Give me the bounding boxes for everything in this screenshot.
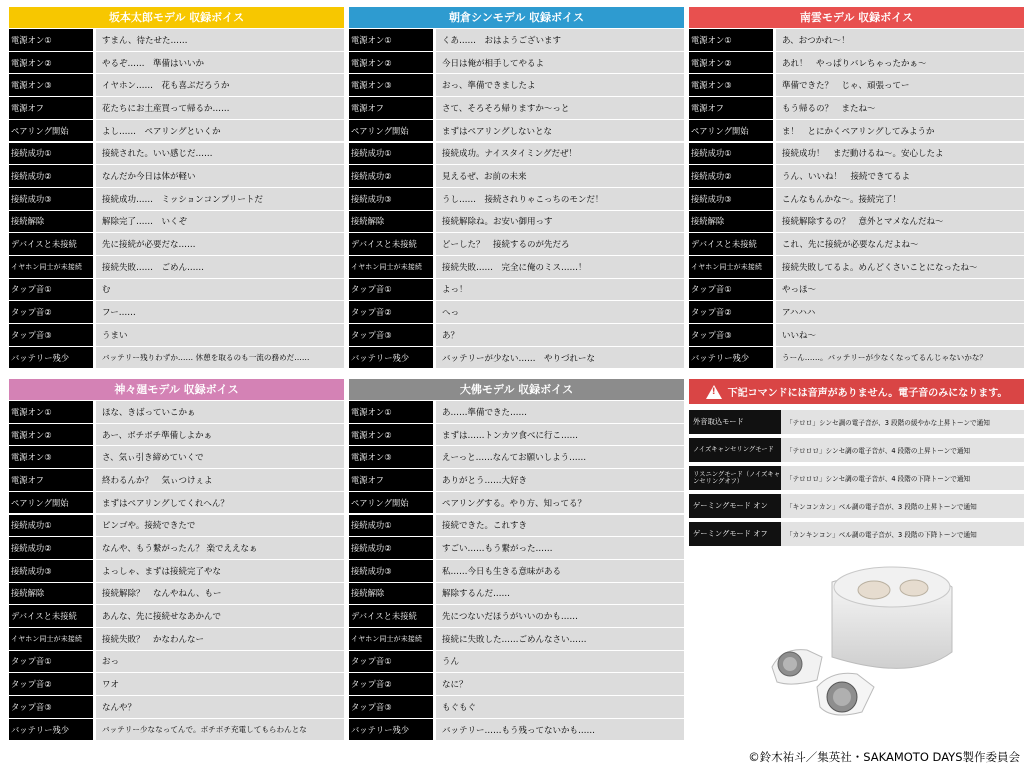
notice-banner xyxy=(689,379,1024,404)
voice-list xyxy=(349,28,684,368)
voice-list xyxy=(9,400,344,740)
voice-line: 接続成功。ナイスタイミングだぜ！ xyxy=(436,143,684,165)
voice-row xyxy=(349,651,684,673)
mode-row xyxy=(689,410,1024,434)
voice-line: 接続失敗してるよ。めんどくさいことになったね〜 xyxy=(776,256,1024,278)
voice-line: なに？ xyxy=(436,673,684,695)
voice-line: うし…… 接続されりゃこっちのモンだ！ xyxy=(436,188,684,210)
row-label: ペアリング開始 xyxy=(689,120,773,142)
row-label: 電源オン③ xyxy=(349,446,433,468)
voice-row xyxy=(349,560,684,582)
row-label: 電源オン① xyxy=(349,401,433,423)
voice-line: 今日は俺が相手してやるよ xyxy=(436,52,684,74)
mode-list xyxy=(689,410,1024,550)
voice-line: ま！ とにかくペアリングしてみようか xyxy=(776,120,1024,142)
voice-row xyxy=(689,211,1024,233)
mode-description: 「カンキンコン」ベル調の電子音が、3 段階の下降トーンで通知 xyxy=(781,522,1024,546)
row-label: タップ音① xyxy=(9,279,93,301)
voice-line: 接続失敗…… 完全に俺のミス……！ xyxy=(436,256,684,278)
mode-label: 外音取込モード xyxy=(689,410,781,434)
row-label: 接続成功③ xyxy=(9,188,93,210)
voice-row xyxy=(349,188,684,210)
panel-nagumo xyxy=(689,7,1024,368)
row-label: 電源オン① xyxy=(9,401,93,423)
voice-line: ピンゴや。接続できたで xyxy=(96,515,344,537)
copyright-text: ©鈴木祐斗／集英社・SAKAMOTO DAYS製作委員会 xyxy=(748,750,1020,764)
voice-row xyxy=(349,120,684,142)
voice-line: 終わるんか？ 気ぃつけぇよ xyxy=(96,469,344,491)
voice-line: えーっと……なんてお願いしよう…… xyxy=(436,446,684,468)
voice-row xyxy=(349,719,684,741)
row-label: 電源オン③ xyxy=(9,446,93,468)
row-label: 電源オン② xyxy=(349,52,433,74)
row-label: 電源オン③ xyxy=(9,74,93,96)
mode-row xyxy=(689,522,1024,546)
voice-line: フー…… xyxy=(96,301,344,323)
voice-line: あー、ボチボチ準備しよかぁ xyxy=(96,424,344,446)
row-label: デバイスと未接続 xyxy=(689,233,773,255)
voice-line: 解除するんだ…… xyxy=(436,583,684,605)
voice-line: やるぞ…… 準備はいいか xyxy=(96,52,344,74)
row-label: 電源オフ xyxy=(689,97,773,119)
voice-line: なんだか今日は体が軽い xyxy=(96,165,344,187)
voice-row xyxy=(9,74,344,96)
row-label: バッテリー残少 xyxy=(349,347,433,369)
voice-row xyxy=(9,279,344,301)
voice-row xyxy=(689,74,1024,96)
row-label: ペアリング開始 xyxy=(349,120,433,142)
voice-line: アハハハ xyxy=(776,301,1024,323)
voice-row xyxy=(9,424,344,446)
mode-label: ゲーミングモード オフ xyxy=(689,522,781,546)
voice-line: すごい……もう繋がった…… xyxy=(436,537,684,559)
row-label: 接続解除 xyxy=(9,583,93,605)
voice-row xyxy=(9,492,344,514)
voice-row xyxy=(9,256,344,278)
row-label: イヤホン同士が未接続 xyxy=(9,628,93,650)
voice-line: うん、いいね！ 接続できてるよ xyxy=(776,165,1024,187)
voice-row xyxy=(9,29,344,51)
voice-row xyxy=(9,515,344,537)
voice-line: 接続失敗…… ごめん…… xyxy=(96,256,344,278)
voice-row xyxy=(349,492,684,514)
voice-row xyxy=(9,446,344,468)
row-label: 接続成功② xyxy=(9,537,93,559)
row-label: 接続解除 xyxy=(9,211,93,233)
voice-row xyxy=(689,324,1024,346)
mode-label: ノイズキャンセリングモード xyxy=(689,438,781,462)
voice-row xyxy=(9,97,344,119)
voice-line: 接続解除するの？ 意外とマメなんだね〜 xyxy=(776,211,1024,233)
voice-row xyxy=(9,469,344,491)
voice-line: 準備できた？ じゃ、頑張ってー xyxy=(776,74,1024,96)
voice-row xyxy=(689,188,1024,210)
voice-row xyxy=(9,143,344,165)
row-label: 電源オン① xyxy=(9,29,93,51)
row-label: 電源オフ xyxy=(349,97,433,119)
voice-line: 接続成功…… ミッションコンプリートだ xyxy=(96,188,344,210)
voice-line: 接続失敗？ かなわんなー xyxy=(96,628,344,650)
voice-row xyxy=(349,446,684,468)
voice-list xyxy=(689,28,1024,368)
mode-description: 「テロロ」シンセ調の電子音が、3 段階の緩やかな上昇トーンで通知 xyxy=(781,410,1024,434)
row-label: 接続解除 xyxy=(689,211,773,233)
mode-label: ゲーミングモード オン xyxy=(689,494,781,518)
panel-title: 南雲モデル 収録ボイス xyxy=(689,7,1024,28)
voice-row xyxy=(9,233,344,255)
row-label: 電源オン② xyxy=(9,424,93,446)
mode-row xyxy=(689,494,1024,518)
voice-row xyxy=(349,233,684,255)
voice-line: さ、気ぃ引き締めていくで xyxy=(96,446,344,468)
row-label: 接続成功① xyxy=(349,515,433,537)
voice-line: うん xyxy=(436,651,684,673)
voice-line: 私……今日も生きる意味がある xyxy=(436,560,684,582)
row-label: タップ音① xyxy=(349,279,433,301)
voice-line: おっ xyxy=(96,651,344,673)
row-label: タップ音① xyxy=(349,651,433,673)
voice-row xyxy=(9,188,344,210)
voice-row xyxy=(9,120,344,142)
row-label: 接続成功③ xyxy=(689,188,773,210)
row-label: 接続成功③ xyxy=(349,188,433,210)
voice-row xyxy=(689,233,1024,255)
voice-row xyxy=(349,165,684,187)
row-label: タップ音③ xyxy=(9,324,93,346)
row-label: イヤホン同士が未接続 xyxy=(349,256,433,278)
voice-line: 見えるぜ、お前の未来 xyxy=(436,165,684,187)
voice-row xyxy=(349,605,684,627)
voice-row xyxy=(689,165,1024,187)
row-label: バッテリー残少 xyxy=(9,719,93,741)
voice-line: もう帰るの？ またね〜 xyxy=(776,97,1024,119)
voice-row xyxy=(349,401,684,423)
voice-row xyxy=(349,469,684,491)
mode-description: 「キンコンカン」ベル調の電子音が、3 段階の上昇トーンで通知 xyxy=(781,494,1024,518)
warning-icon: ! xyxy=(706,385,722,399)
voice-row xyxy=(689,279,1024,301)
voice-line: バッテリー少ななってんで。ボチボチ充電してもらわんとな xyxy=(96,719,344,741)
voice-line: あれ！ やっぱりバレちゃったかぁ〜 xyxy=(776,52,1024,74)
voice-line: やっほ〜 xyxy=(776,279,1024,301)
row-label: タップ音② xyxy=(349,301,433,323)
panel-title: 坂本太郎モデル 収録ボイス xyxy=(9,7,344,28)
row-label: 接続成功③ xyxy=(349,560,433,582)
row-label: 接続成功③ xyxy=(9,560,93,582)
row-label: ペアリング開始 xyxy=(9,120,93,142)
voice-row xyxy=(689,52,1024,74)
row-label: 接続成功② xyxy=(349,537,433,559)
voice-row xyxy=(349,324,684,346)
voice-list xyxy=(9,28,344,368)
voice-row xyxy=(349,97,684,119)
voice-line: もぐもぐ xyxy=(436,696,684,718)
row-label: タップ音② xyxy=(9,301,93,323)
panel-asakura xyxy=(349,7,684,368)
row-label: デバイスと未接続 xyxy=(349,605,433,627)
voice-row xyxy=(349,515,684,537)
voice-row xyxy=(9,401,344,423)
row-label: バッテリー残少 xyxy=(9,347,93,369)
panel-title: 神々廻モデル 収録ボイス xyxy=(9,379,344,400)
row-label: タップ音③ xyxy=(9,696,93,718)
row-label: 電源オン② xyxy=(349,424,433,446)
row-label: 接続成功② xyxy=(9,165,93,187)
voice-line: ワオ xyxy=(96,673,344,695)
row-label: タップ音③ xyxy=(349,696,433,718)
row-label: 接続解除 xyxy=(349,583,433,605)
voice-row xyxy=(349,696,684,718)
voice-line: あ、おつかれ〜！ xyxy=(776,29,1024,51)
voice-row xyxy=(9,628,344,650)
row-label: イヤホン同士が未接続 xyxy=(349,628,433,650)
voice-line: これ、先に接続が必要なんだよね〜 xyxy=(776,233,1024,255)
voice-row xyxy=(349,29,684,51)
voice-line: 解除完了…… いくぞ xyxy=(96,211,344,233)
voice-row xyxy=(9,52,344,74)
voice-row xyxy=(349,537,684,559)
row-label: 接続成功① xyxy=(9,143,93,165)
row-label: バッテリー残少 xyxy=(349,719,433,741)
row-label: デバイスと未接続 xyxy=(9,605,93,627)
voice-row xyxy=(349,52,684,74)
row-label: 電源オン② xyxy=(9,52,93,74)
mode-label: リスニングモード（ノイズキャンセリングオフ） xyxy=(689,466,781,490)
voice-row xyxy=(689,143,1024,165)
voice-row xyxy=(9,165,344,187)
voice-line: 先に接続が必要だな…… xyxy=(96,233,344,255)
voice-line: こんなもんかな〜。接続完了！ xyxy=(776,188,1024,210)
row-label: 電源オン② xyxy=(689,52,773,74)
row-label: デバイスと未接続 xyxy=(9,233,93,255)
voice-row xyxy=(9,651,344,673)
row-label: タップ音② xyxy=(689,301,773,323)
voice-row xyxy=(349,211,684,233)
panel-title: 大佛モデル 収録ボイス xyxy=(349,379,684,400)
voice-row xyxy=(689,97,1024,119)
mode-row xyxy=(689,466,1024,490)
voice-row xyxy=(9,719,344,741)
row-label: 電源オフ xyxy=(349,469,433,491)
row-label: タップ音③ xyxy=(349,324,433,346)
voice-row xyxy=(689,347,1024,369)
voice-line: うーん……。バッテリーが少なくなってるんじゃないかな？ xyxy=(776,347,1024,369)
row-label: 接続成功① xyxy=(9,515,93,537)
row-label: デバイスと未接続 xyxy=(349,233,433,255)
voice-row xyxy=(9,583,344,605)
row-label: イヤホン同士が未接続 xyxy=(9,256,93,278)
voice-line: なんや？ xyxy=(96,696,344,718)
row-label: 接続成功① xyxy=(689,143,773,165)
row-label: ペアリング開始 xyxy=(349,492,433,514)
voice-line: なんや、もう繋がったん？ 楽でええなぁ xyxy=(96,537,344,559)
row-label: タップ音① xyxy=(9,651,93,673)
voice-line: 接続できた。これすき xyxy=(436,515,684,537)
voice-line: バッテリーが少ない…… やりづれーな xyxy=(436,347,684,369)
row-label: 電源オフ xyxy=(9,97,93,119)
mode-row xyxy=(689,438,1024,462)
panel-osaragi xyxy=(349,379,684,740)
voice-line: イヤホン…… 花も喜ぶだろうか xyxy=(96,74,344,96)
voice-line: おっ、準備できましたよ xyxy=(436,74,684,96)
voice-row xyxy=(689,256,1024,278)
row-label: 接続成功② xyxy=(349,165,433,187)
row-label: ペアリング開始 xyxy=(9,492,93,514)
voice-row xyxy=(689,29,1024,51)
voice-line: 接続成功！ まだ動けるね〜。安心したよ xyxy=(776,143,1024,165)
voice-line: バッテリー残りわずか…… 休憩を取るのも一流の務めだ…… xyxy=(96,347,344,369)
voice-line: 花たちにお土産買って帰るか…… xyxy=(96,97,344,119)
voice-row xyxy=(349,279,684,301)
voice-line: あ？ xyxy=(436,324,684,346)
voice-line: 接続解除ね。お安い御用っす xyxy=(436,211,684,233)
panel-title: 朝倉シンモデル 収録ボイス xyxy=(349,7,684,28)
voice-line: どーした？ 接続するのが先だろ xyxy=(436,233,684,255)
mode-description: 「テロロロ」シンセ調の電子音が、4 段階の上昇トーンで通知 xyxy=(781,438,1024,462)
voice-line: よし…… ペアリングといくか xyxy=(96,120,344,142)
voice-row xyxy=(689,301,1024,323)
voice-row xyxy=(9,560,344,582)
row-label: 接続成功① xyxy=(349,143,433,165)
voice-row xyxy=(349,256,684,278)
voice-row xyxy=(9,696,344,718)
voice-line: む xyxy=(96,279,344,301)
voice-line: さて、そろそろ帰りますか〜っと xyxy=(436,97,684,119)
row-label: 接続成功② xyxy=(689,165,773,187)
row-label: バッテリー残少 xyxy=(689,347,773,369)
voice-line: くあ…… おはようございます xyxy=(436,29,684,51)
voice-row xyxy=(349,673,684,695)
voice-row xyxy=(349,628,684,650)
voice-line: あ……準備できた…… xyxy=(436,401,684,423)
voice-line: 接続解除？ なんやねん、もー xyxy=(96,583,344,605)
voice-row xyxy=(9,537,344,559)
row-label: 電源オン① xyxy=(689,29,773,51)
row-label: タップ音③ xyxy=(689,324,773,346)
row-label: 接続解除 xyxy=(349,211,433,233)
voice-line: へっ xyxy=(436,301,684,323)
row-label: 電源オン③ xyxy=(349,74,433,96)
row-label: 電源オン③ xyxy=(689,74,773,96)
voice-row xyxy=(349,301,684,323)
row-label: タップ音② xyxy=(9,673,93,695)
voice-line: 接続に失敗した……ごめんなさい…… xyxy=(436,628,684,650)
voice-row xyxy=(9,324,344,346)
voice-list xyxy=(349,400,684,740)
voice-row xyxy=(349,347,684,369)
notice-text: 下記コマンドには音声がありません。電子音のみになります。 xyxy=(727,388,1008,399)
voice-row xyxy=(9,605,344,627)
voice-line: いいね〜 xyxy=(776,324,1024,346)
voice-row xyxy=(349,143,684,165)
row-label: タップ音② xyxy=(349,673,433,695)
voice-line: バッテリー……もう残ってないかも…… xyxy=(436,719,684,741)
voice-row xyxy=(349,74,684,96)
voice-row xyxy=(9,347,344,369)
panel-shishiba xyxy=(9,379,344,740)
voice-line: あんな、先に接続せなあかんで xyxy=(96,605,344,627)
voice-row xyxy=(349,424,684,446)
earbuds-image xyxy=(762,562,957,722)
voice-line: すまん、待たせた…… xyxy=(96,29,344,51)
panel-sakamoto xyxy=(9,7,344,368)
voice-line: まずはペアリングしないとな xyxy=(436,120,684,142)
voice-row xyxy=(9,211,344,233)
voice-line: ほな、きばっていこかぁ xyxy=(96,401,344,423)
voice-row xyxy=(9,301,344,323)
voice-row xyxy=(689,120,1024,142)
voice-line: 接続された。いい感じだ…… xyxy=(96,143,344,165)
voice-row xyxy=(9,673,344,695)
voice-line: まずはペアリングしてくれへん？ xyxy=(96,492,344,514)
voice-line: うまい xyxy=(96,324,344,346)
row-label: 電源オン① xyxy=(349,29,433,51)
row-label: 電源オフ xyxy=(9,469,93,491)
voice-line: ありがとう……大好き xyxy=(436,469,684,491)
voice-line: よっしゃ、まずは接続完了やな xyxy=(96,560,344,582)
voice-row xyxy=(349,583,684,605)
row-label: イヤホン同士が未接続 xyxy=(689,256,773,278)
mode-description: 「テロロロ」シンセ調の電子音が、4 段階の下降トーンで通知 xyxy=(781,466,1024,490)
voice-line: 先につないだほうがいいのかも…… xyxy=(436,605,684,627)
row-label: タップ音① xyxy=(689,279,773,301)
voice-line: ペアリングする。やり方、知ってる？ xyxy=(436,492,684,514)
voice-line: まずは……トンカツ食べに行こ…… xyxy=(436,424,684,446)
voice-line: よっ！ xyxy=(436,279,684,301)
